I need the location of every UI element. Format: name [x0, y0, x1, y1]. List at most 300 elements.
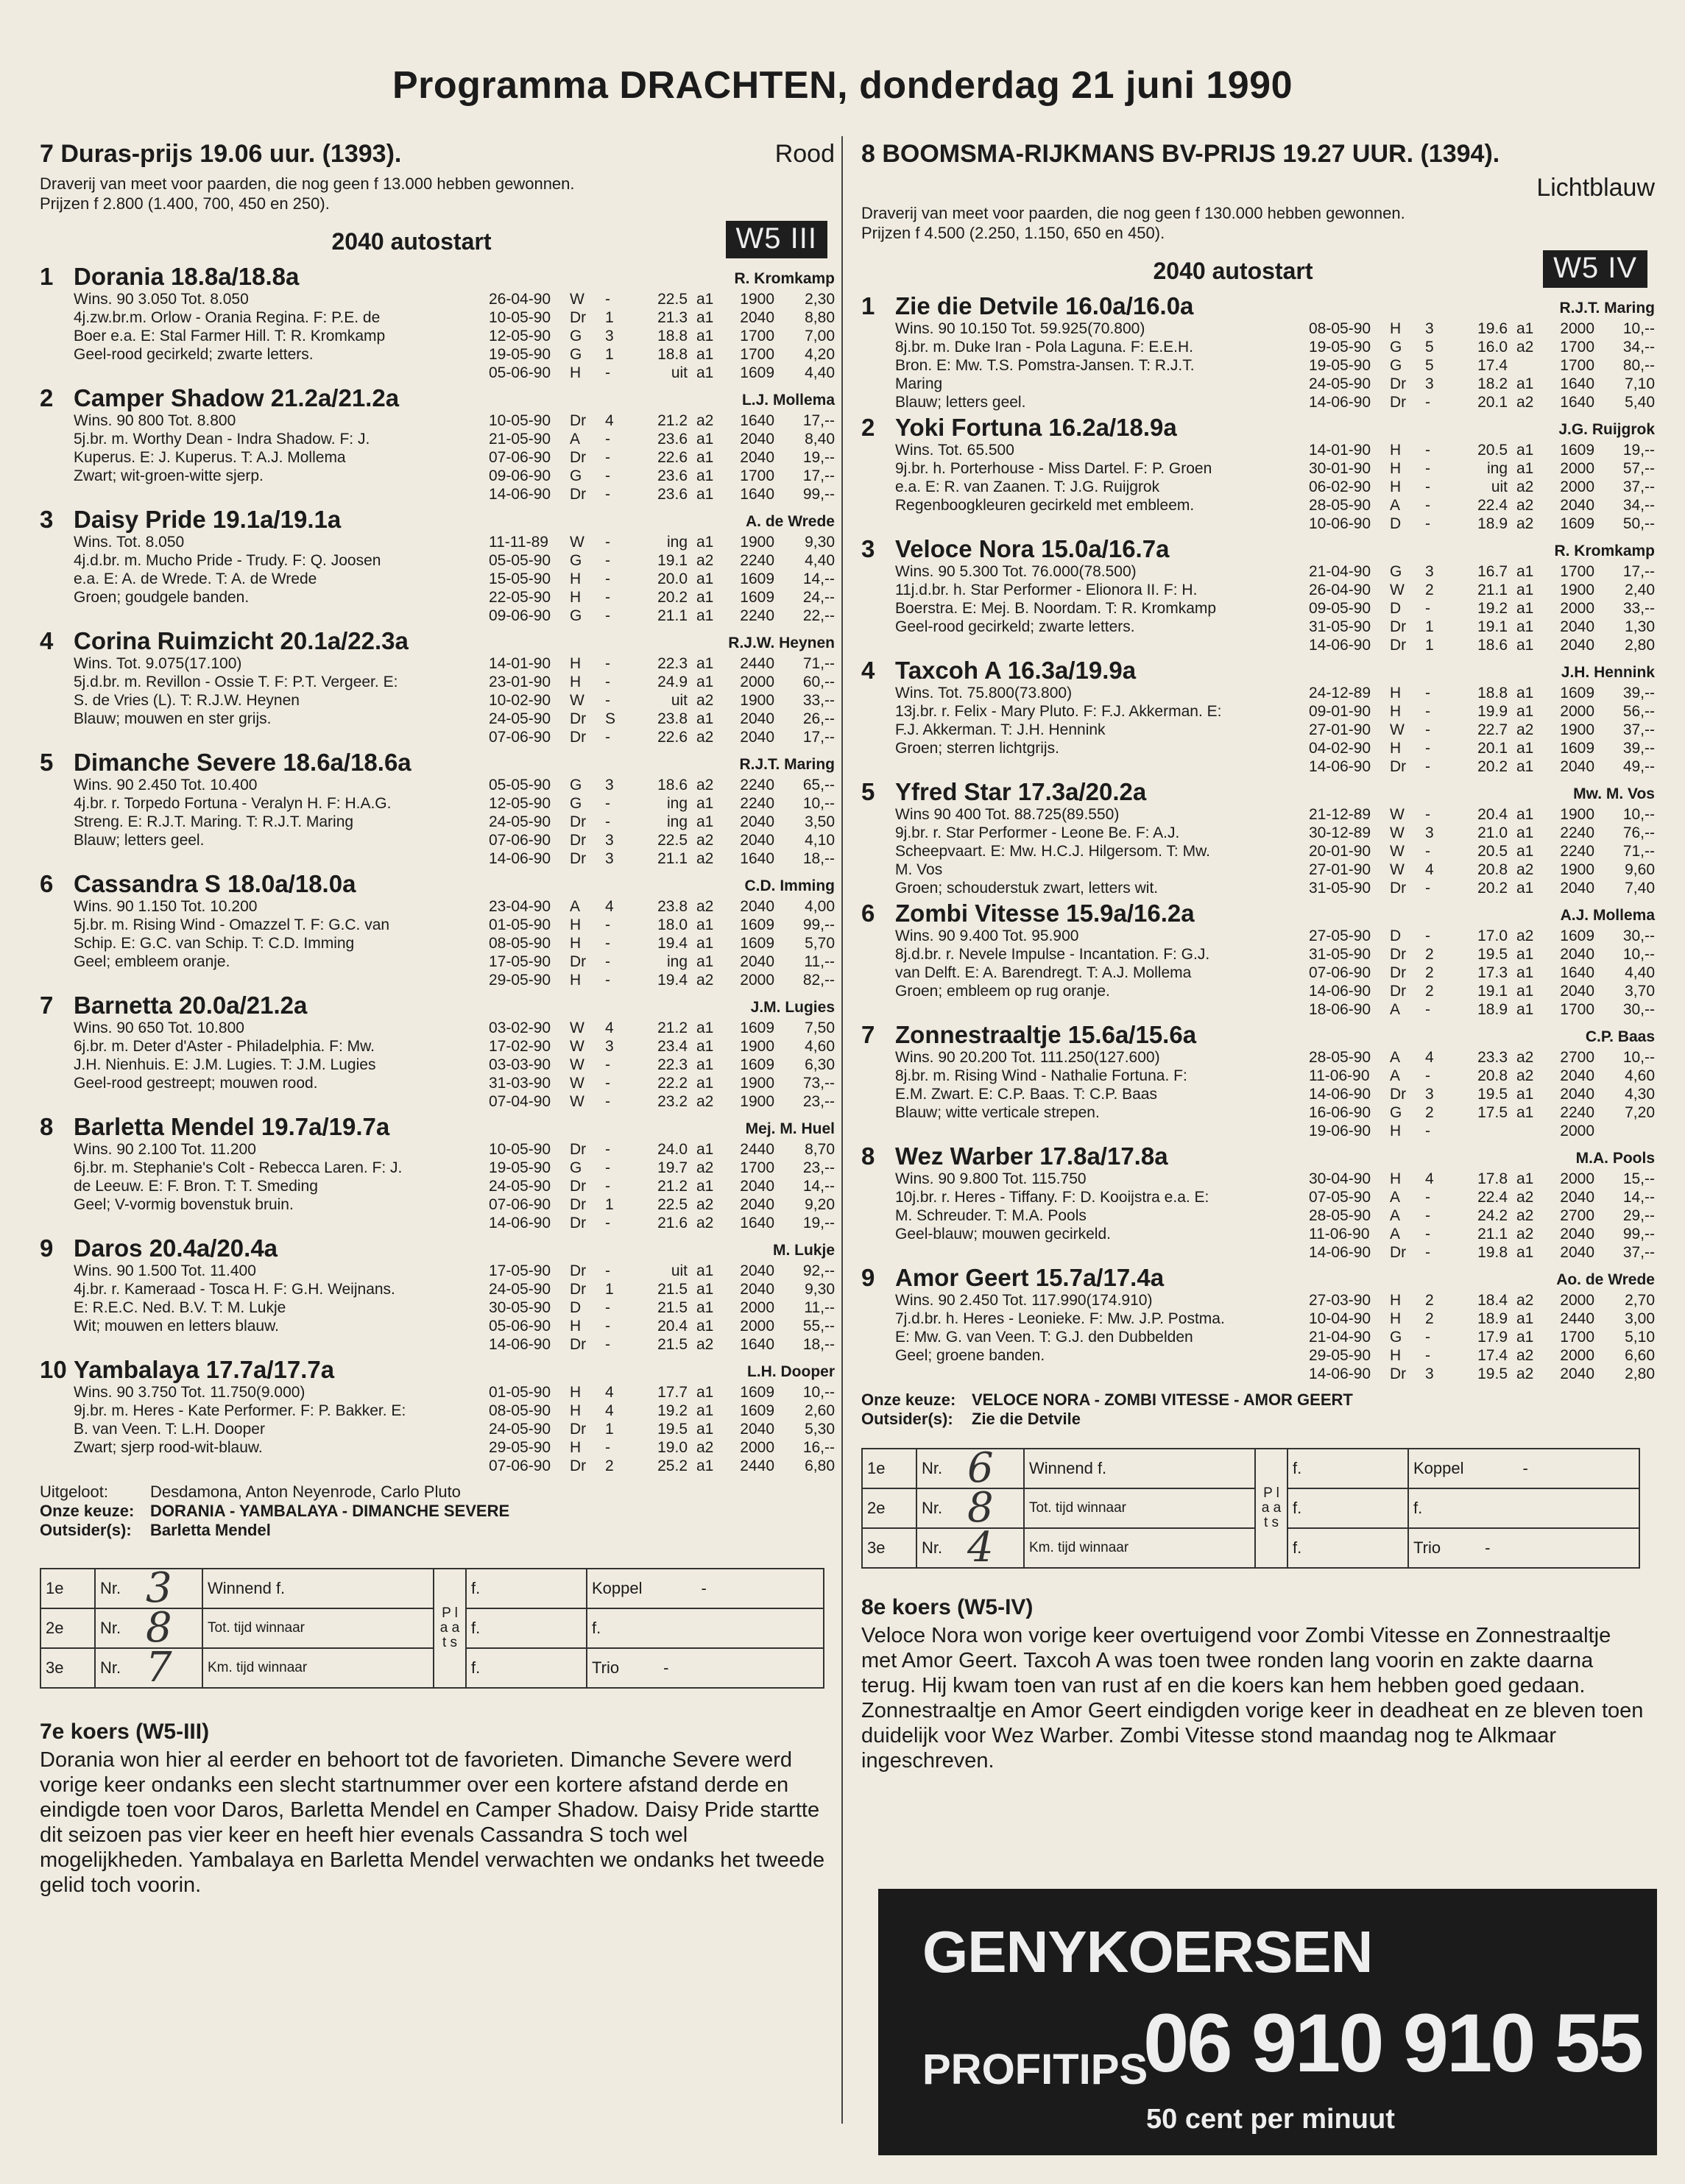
result-date: 14-06-90: [489, 486, 551, 503]
result-track: Dr: [570, 412, 587, 429]
result-row: [1309, 1000, 1655, 1019]
result-time: 22.6: [657, 449, 688, 466]
result-date: 22-05-90: [489, 589, 551, 606]
result-description: Km. tijd winnaar: [202, 1648, 434, 1688]
result-row: [1309, 702, 1655, 721]
result-time: 22.4: [1477, 1189, 1508, 1206]
horse-name: Amor Geert 15.7a/17.4a: [895, 1264, 1165, 1291]
horse-trainer: J.G. Ruijgrok: [1558, 421, 1655, 438]
result-distance: 1640: [1560, 394, 1594, 411]
result-odds: 4,30: [1625, 1086, 1655, 1103]
result-odds: 30,--: [1622, 927, 1655, 944]
horse-name: Camper Shadow 21.2a/21.2a: [74, 384, 400, 411]
result-date: 05-05-90: [489, 777, 551, 794]
result-track: H: [1390, 1292, 1402, 1309]
result-start: a1: [1516, 460, 1534, 477]
result-date: 07-06-90: [489, 1196, 551, 1213]
result-distance: 2240: [740, 777, 774, 794]
result-time: 21.0: [1477, 824, 1508, 841]
result-row: [1309, 879, 1655, 897]
horse-entry: [861, 657, 1655, 776]
result-time: 21.5: [657, 1299, 688, 1316]
result-place: 1: [605, 346, 614, 363]
horse-entry: [40, 506, 835, 625]
amount-field[interactable]: f.: [1287, 1488, 1408, 1528]
result-date: 28-05-90: [1309, 1207, 1371, 1224]
result-place: -: [1425, 600, 1430, 617]
result-odds: 92,--: [802, 1262, 835, 1279]
result-place: -: [605, 1178, 610, 1195]
result-time: 23.3: [1477, 1049, 1508, 1066]
result-odds: 18,--: [802, 1336, 835, 1353]
horse-number: 2: [40, 384, 54, 411]
horse-info-line: Geel; embleem oranje.: [74, 953, 230, 970]
horse-entry: [861, 779, 1655, 897]
result-distance: 2240: [740, 607, 774, 624]
result-start: a1: [696, 1056, 714, 1073]
amount-field[interactable]: f.: [466, 1648, 587, 1688]
result-date: 06-02-90: [1309, 478, 1371, 495]
result-odds: 33,--: [1622, 600, 1655, 617]
result-row: [1309, 1103, 1655, 1122]
result-track: W: [570, 1093, 584, 1110]
trio-label: Trio: [592, 1658, 620, 1677]
result-track: H: [570, 1384, 582, 1401]
result-start: a1: [696, 309, 714, 326]
result-place: -: [1425, 1189, 1430, 1206]
result-time: 23.6: [657, 486, 688, 503]
horse-name: Daisy Pride 19.1a/19.1a: [74, 506, 342, 533]
result-distance: 1640: [1560, 375, 1594, 392]
horse-trainer: M. Lukje: [772, 1242, 835, 1259]
result-track: W: [1390, 806, 1405, 823]
result-odds: 18,--: [802, 850, 835, 867]
result-box-row: [862, 1449, 1639, 1488]
result-start: a2: [696, 1439, 714, 1456]
result-date: 12-05-90: [489, 328, 551, 344]
result-track: G: [1390, 1104, 1402, 1121]
result-odds: 57,--: [1622, 460, 1655, 477]
result-odds: 4,00: [805, 898, 835, 915]
result-start: a2: [1516, 515, 1534, 532]
result-date: 21-04-90: [1309, 563, 1371, 580]
horse-info-line: B. van Veen. T: L.H. Dooper: [74, 1421, 265, 1438]
result-time: 18.9: [1477, 1310, 1508, 1327]
horse-number: 4: [40, 627, 54, 654]
place-label: 2e: [862, 1488, 916, 1528]
result-start: a1: [1516, 758, 1534, 775]
amount-field[interactable]: f.: [466, 1608, 587, 1648]
horse-info-line: Wins. 90 3.050 Tot. 8.050: [74, 291, 249, 308]
result-odds: 26,--: [802, 710, 835, 727]
horse-info-line: 5j.br. m. Worthy Dean - Indra Shadow. F: J.: [74, 431, 370, 448]
result-place: -: [1425, 1226, 1430, 1243]
result-place: 3: [605, 1038, 614, 1055]
result-distance: 2040: [740, 953, 774, 970]
amount-field[interactable]: f.: [466, 1569, 587, 1608]
horse-entry: [40, 749, 835, 868]
result-date: 26-04-90: [1309, 582, 1371, 598]
result-odds: 5,40: [1625, 394, 1655, 411]
result-place: -: [605, 692, 610, 709]
result-date: 24-05-90: [489, 1281, 551, 1298]
handwritten-number[interactable]: 7: [141, 1648, 202, 1688]
result-time: 19.8: [1477, 1244, 1508, 1261]
result-row: [489, 1140, 835, 1159]
horse-info-line: F.J. Akkerman. T: J.H. Hennink: [895, 721, 1106, 738]
horse-name-row: [40, 264, 835, 290]
result-place: -: [605, 813, 610, 830]
result-place: 4: [605, 1019, 614, 1036]
result-start: a2: [1516, 927, 1534, 944]
horse-info-line: Wins. 90 650 Tot. 10.800: [74, 1019, 244, 1036]
result-time: 20.1: [1477, 740, 1508, 757]
past-results: [1309, 441, 1655, 533]
result-odds: 30,--: [1622, 1001, 1655, 1018]
result-odds: 7,20: [1625, 1104, 1655, 1121]
result-row: [1309, 1048, 1655, 1067]
result-date: 03-02-90: [489, 1019, 551, 1036]
result-start: a1: [696, 467, 714, 484]
result-distance: 2000: [1560, 1170, 1594, 1187]
withdrawn-label: Uitgeloot:: [40, 1482, 108, 1501]
result-odds: 9,20: [805, 1196, 835, 1213]
result-time: 19.5: [1477, 946, 1508, 963]
result-time: 22.5: [657, 1196, 688, 1213]
result-track: A: [1390, 1001, 1401, 1018]
pick-row: [40, 1502, 835, 1521]
result-start: a1: [696, 1038, 714, 1055]
result-time: 24.9: [657, 674, 688, 690]
result-track: H: [570, 570, 582, 587]
handwritten-number[interactable]: 6: [963, 1449, 1024, 1488]
result-time: ing: [666, 534, 688, 551]
horse-info-line: Wit; mouwen en letters blauw.: [74, 1318, 279, 1335]
result-time: 25.2: [657, 1457, 688, 1474]
horse-name: Corina Ruimzicht 20.1a/22.3a: [74, 627, 409, 654]
result-time: 21.1: [657, 850, 688, 867]
result-track: H: [1390, 1170, 1402, 1187]
result-place: -: [1425, 515, 1430, 532]
result-distance: 2040: [740, 449, 774, 466]
result-time: 18.8: [1477, 685, 1508, 702]
result-odds: 99,--: [1622, 1226, 1655, 1243]
koppel-field[interactable]: [1408, 1449, 1639, 1488]
result-date: 24-05-90: [489, 1421, 551, 1438]
result-row: [489, 1092, 835, 1111]
result-place: 3: [605, 328, 614, 344]
ad-rate: 50 cent per minuut: [1146, 2104, 1395, 2135]
result-time: uit: [671, 1262, 688, 1279]
amount-field[interactable]: f.: [1287, 1528, 1408, 1568]
horse-info-line: Boer e.a. E: Stal Farmer Hill. T: R. Kromkamp: [74, 328, 386, 344]
result-distance: 2440: [1560, 1310, 1594, 1327]
result-track: W: [570, 534, 584, 551]
horse-info-line: Wins 90 400 Tot. 88.725(89.550): [895, 806, 1120, 823]
result-distance: 1640: [740, 412, 774, 429]
result-track: H: [570, 972, 582, 989]
result-start: a1: [696, 534, 714, 551]
result-start: a1: [1516, 563, 1534, 580]
result-date: 07-04-90: [489, 1093, 551, 1110]
result-distance: 2240: [1560, 843, 1594, 860]
trio-dash: -: [1485, 1538, 1491, 1557]
horse-entry: [40, 385, 835, 503]
koppel-amount[interactable]: f.: [587, 1608, 824, 1648]
result-date: 11-06-90: [1309, 1226, 1370, 1243]
result-distance: 2700: [1560, 1207, 1594, 1224]
result-place: -: [605, 655, 610, 672]
result-row: [1309, 478, 1655, 496]
horse-trainer: Ao. de Wrede: [1556, 1271, 1655, 1288]
result-box: [861, 1444, 1640, 1572]
result-track: H: [570, 364, 582, 381]
result-track: D: [1390, 515, 1402, 532]
result-start: a1: [696, 1178, 714, 1195]
horse-info-line: Blauw; letters geel.: [895, 394, 1026, 411]
result-place: -: [605, 1215, 610, 1231]
result-row: [489, 1037, 835, 1056]
result-track: G: [570, 1159, 582, 1176]
result-place: 2: [1425, 582, 1434, 598]
handwritten-number[interactable]: 8: [141, 1608, 202, 1648]
trio-field[interactable]: [1408, 1528, 1639, 1568]
horse-info-line: Wins. 90 2.450 Tot. 117.990(174.910): [895, 1292, 1153, 1309]
pick-label: Onze keuze:: [40, 1502, 135, 1520]
result-row: [1309, 927, 1655, 945]
horse-entry: [40, 1114, 835, 1232]
result-start: a1: [1516, 685, 1534, 702]
result-track: A: [1390, 1207, 1401, 1224]
horse-info-line: Wins. Tot. 8.050: [74, 534, 185, 551]
result-place: 1: [605, 1421, 614, 1438]
koppel-field[interactable]: [587, 1569, 824, 1608]
result-row: [1309, 496, 1655, 515]
outsider-row: [40, 1521, 835, 1540]
horse-number: 1: [861, 292, 875, 319]
horse-entry: [861, 900, 1655, 1019]
result-time: uit: [671, 364, 688, 381]
horse-info-line: 6j.br. m. Deter d'Aster - Philadelphia. F: Mw.: [74, 1038, 375, 1055]
result-date: 15-05-90: [489, 570, 551, 587]
result-date: 19-05-90: [489, 346, 551, 363]
result-odds: 9,60: [1625, 861, 1655, 878]
result-odds: 4,40: [805, 552, 835, 569]
horse-info: [861, 1170, 1307, 1262]
result-track: Dr: [1390, 964, 1407, 981]
result-row: [1309, 1122, 1655, 1140]
result-place: 3: [1425, 1086, 1434, 1103]
result-date: 27-01-90: [1309, 861, 1371, 878]
result-track: Dr: [1390, 637, 1407, 654]
result-odds: 29,--: [1622, 1207, 1655, 1224]
horse-info-line: 4j.br. r. Torpedo Fortuna - Veralyn H. F: H.A.G.: [74, 795, 392, 812]
result-row: [1309, 1328, 1655, 1346]
result-place: -: [605, 291, 610, 308]
result-track: Dr: [570, 832, 587, 849]
result-start: a2: [696, 1093, 714, 1110]
result-date: 16-06-90: [1309, 1104, 1371, 1121]
preview-text: Dorania won hier al eerder en behoort tot de favorieten. Dimanche Severe werd vorige keer ondanks een slecht startnummer over een kortere afstand derde en eindigde toen voor Daros, Barletta Mendel en Camper Shadow. Daisy Pride startte dit seizoen pas vier keer en heeft hier evenals Cassandra S toch wel mogelijkheden. Yambalaya en Barletta Mendel verwachten we ondanks het tweede gelid toch voorin.: [40, 1748, 825, 1897]
result-row: [1309, 1067, 1655, 1085]
horse-info: [40, 654, 486, 746]
horse-info-line: 8j.br. m. Duke Iran - Pola Laguna. F: E.E.H.: [895, 339, 1194, 356]
result-track: A: [1390, 1226, 1401, 1243]
horse-number: 5: [40, 749, 54, 776]
result-start: a1: [1516, 946, 1534, 963]
horse-info-line: Schip. E: G.C. van Schip. T: C.D. Imming: [74, 935, 355, 952]
horse-info: [861, 319, 1307, 411]
horse-entry: [861, 293, 1655, 411]
result-time: 21.5: [657, 1336, 688, 1353]
horse-number: 9: [40, 1234, 54, 1262]
result-place: -: [605, 1056, 610, 1073]
result-odds: 80,--: [1622, 357, 1655, 374]
result-row: [489, 570, 835, 588]
result-odds: 10,--: [1622, 320, 1655, 337]
result-date: 29-05-90: [489, 972, 551, 989]
result-time: 22.4: [1477, 497, 1508, 514]
result-place: -: [605, 589, 610, 606]
result-distance: 2040: [740, 898, 774, 915]
horse-info: [40, 776, 486, 868]
result-odds: 23,--: [802, 1159, 835, 1176]
result-odds: 9,30: [805, 534, 835, 551]
result-place: 5: [1425, 357, 1434, 374]
result-row: [489, 1074, 835, 1092]
horse-number: 4: [861, 657, 875, 684]
result-place: 1: [605, 309, 614, 326]
result-start: a2: [696, 412, 714, 429]
result-place: -: [605, 364, 610, 381]
result-row: [1309, 338, 1655, 356]
result-distance: 1900: [740, 291, 774, 308]
result-row: [489, 533, 835, 551]
place-label: 3e: [862, 1528, 916, 1568]
result-distance: 2040: [1560, 1086, 1594, 1103]
result-track: H: [570, 916, 582, 933]
result-time: 17.9: [1477, 1329, 1508, 1346]
result-distance: 2000: [740, 674, 774, 690]
result-start: a2: [696, 777, 714, 794]
horse-info-line: Wins. 90 2.450 Tot. 10.400: [74, 777, 258, 794]
result-row: [1309, 459, 1655, 478]
result-date: 24-05-90: [489, 813, 551, 830]
result-time: 16.0: [1477, 339, 1508, 356]
handwritten-number[interactable]: 4: [963, 1528, 1024, 1568]
result-start: a1: [696, 674, 714, 690]
result-track: W: [570, 1056, 584, 1073]
result-time: 23.8: [657, 898, 688, 915]
horse-number: 9: [861, 1264, 875, 1291]
horse-info-line: Wins. 90 3.750 Tot. 11.750(9.000): [74, 1384, 305, 1401]
result-distance: 1700: [740, 346, 774, 363]
result-distance: 1609: [740, 1056, 774, 1073]
result-odds: 10,--: [1622, 806, 1655, 823]
koppel-amount[interactable]: f.: [1408, 1488, 1639, 1528]
handwritten-number[interactable]: 3: [141, 1569, 202, 1608]
horse-number: 5: [861, 778, 875, 805]
horse-info-line: 8j.br. m. Rising Wind - Nathalie Fortuna. F:: [895, 1067, 1187, 1084]
result-date: 21-05-90: [489, 431, 551, 448]
place-label: 1e: [862, 1449, 916, 1488]
result-start: a1: [696, 1402, 714, 1419]
horse-trainer: J.H. Hennink: [1561, 664, 1655, 681]
result-row: [489, 1298, 835, 1317]
result-distance: 1609: [740, 589, 774, 606]
past-results: [489, 1262, 835, 1354]
result-place: 3: [1425, 375, 1434, 392]
horse-info-line: Wins. 90 800 Tot. 8.800: [74, 412, 236, 429]
horse-info-line: 4j.d.br. m. Mucho Pride - Trudy. F: Q. Joosen: [74, 552, 381, 569]
result-odds: 23,--: [802, 1093, 835, 1110]
handwritten-number[interactable]: 8: [963, 1488, 1024, 1528]
result-distance: 1900: [740, 692, 774, 709]
column-divider: [841, 136, 843, 2124]
horse-info-line: Wins. 90 20.200 Tot. 111.250(127.600): [895, 1049, 1160, 1066]
result-row: [489, 831, 835, 849]
result-date: 31-05-90: [1309, 618, 1371, 635]
race-header: [861, 140, 1655, 174]
result-odds: 19,--: [1622, 442, 1655, 459]
result-date: 10-02-90: [489, 692, 551, 709]
result-track: Dr: [1390, 1244, 1407, 1261]
result-time: 21.1: [1477, 582, 1508, 598]
result-start: a1: [1516, 740, 1534, 757]
result-distance: 1609: [1560, 442, 1594, 459]
result-track: A: [1390, 1067, 1401, 1084]
koppel-label: Koppel: [1413, 1459, 1464, 1477]
result-row: [1309, 515, 1655, 533]
past-results: [489, 776, 835, 868]
trio-field[interactable]: [587, 1648, 824, 1688]
result-odds: 7,50: [805, 1019, 835, 1036]
result-time: ing: [1486, 460, 1508, 477]
result-date: 10-04-90: [1309, 1310, 1371, 1327]
result-time: 17.4: [1477, 357, 1508, 374]
result-date: 10-05-90: [489, 1141, 551, 1158]
result-place: -: [605, 1141, 610, 1158]
horse-info-line: Wins. 90 1.500 Tot. 11.400: [74, 1262, 256, 1279]
horse-info-line: Blauw; letters geel.: [74, 832, 205, 849]
result-track: Dr: [1390, 394, 1407, 411]
result-distance: 1609: [740, 570, 774, 587]
horse-name: Dimanche Severe 18.6a/18.6a: [74, 749, 411, 776]
result-start: a1: [1516, 582, 1534, 598]
result-row: [489, 345, 835, 364]
result-time: 21.2: [657, 1019, 688, 1036]
result-row: [1309, 1085, 1655, 1103]
result-place: -: [605, 486, 610, 503]
result-row: [1309, 824, 1655, 842]
result-odds: 17,--: [1622, 563, 1655, 580]
result-start: a1: [696, 1299, 714, 1316]
result-time: 22.5: [657, 291, 688, 308]
result-time: 18.9: [1477, 515, 1508, 532]
result-place: -: [605, 795, 610, 812]
amount-field[interactable]: f.: [1287, 1449, 1408, 1488]
result-time: 22.3: [657, 1056, 688, 1073]
result-odds: 14,--: [802, 1178, 835, 1195]
horse-info-line: Kuperus. E: J. Kuperus. T: A.J. Mollema: [74, 449, 346, 466]
horse-name-row: [861, 657, 1655, 684]
result-distance: 1900: [1560, 582, 1594, 598]
result-row: [1309, 1291, 1655, 1310]
result-box-row: [40, 1569, 824, 1608]
result-distance: 2000: [1560, 478, 1594, 495]
result-place: -: [1425, 1244, 1430, 1261]
result-row: [1309, 562, 1655, 581]
